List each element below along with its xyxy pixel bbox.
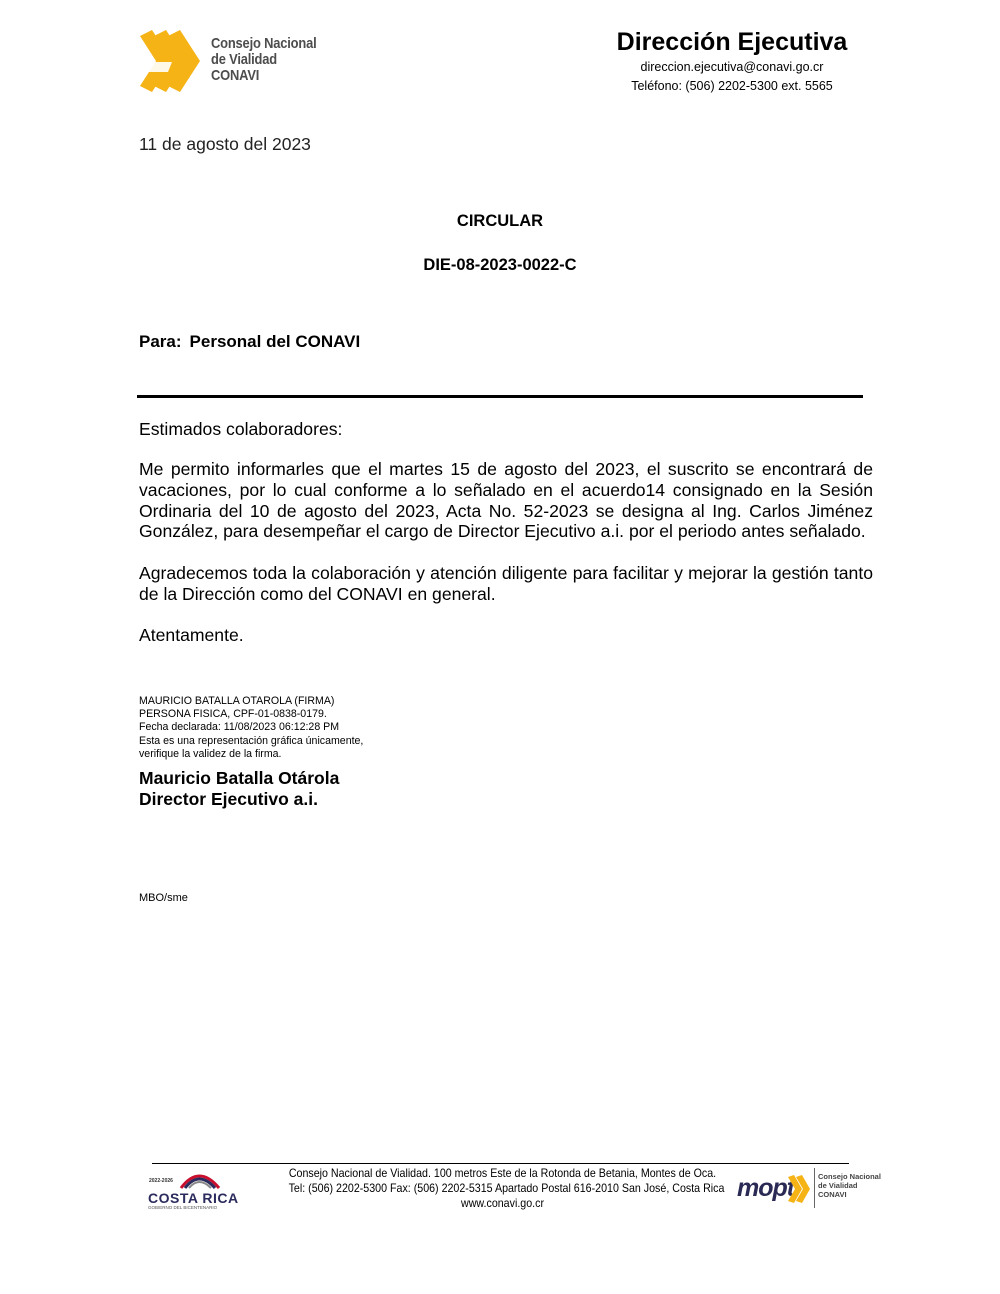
- closing: Atentamente.: [139, 625, 244, 645]
- logo-line-1: Consejo Nacional: [211, 35, 317, 52]
- signature-meta-line: MAURICIO BATALLA OTAROLA (FIRMA): [139, 695, 335, 707]
- department-title: Dirección Ejecutiva: [616, 28, 848, 56]
- footer-website[interactable]: www.conavi.go.cr: [460, 1197, 545, 1210]
- conavi-chevron-icon: [138, 28, 208, 94]
- recipient-value: Personal del CONAVI: [189, 332, 361, 351]
- document-type: CIRCULAR: [456, 212, 544, 230]
- signatory-name: Mauricio Batalla Otárola: [139, 768, 340, 788]
- costa-rica-logo: [147, 1166, 237, 1212]
- mopt-chevron-icon: [788, 1175, 812, 1203]
- mopt-text-3: CONAVI: [818, 1190, 847, 1199]
- signatory: [139, 768, 339, 810]
- mopt-separator: [814, 1168, 815, 1208]
- mopt-text-1: Consejo Nacional: [818, 1172, 881, 1181]
- signature-meta-line: Fecha declarada: 11/08/2023 06:12:28 PM: [139, 721, 340, 734]
- body-paragraph-2: Agradecemos toda la colaboración y atención diligente para facilitar y mejorar la gestión tanto de la Dirección como del CONAVI en general.: [139, 563, 873, 604]
- signature-meta-line: verifique la validez de la firma.: [139, 747, 282, 760]
- cr-years: 2022-2026: [149, 1178, 173, 1184]
- body-paragraph-1: Me permito informarles que el martes 15 de agosto del 2023, el suscrito se encontrará de vacaciones, por lo cual conforme a lo señalado en el acuerdo14 consignado en la Sesión Ordinaria del 10 de agosto del 2023, Acta No. 52-2023 se designa al Ing. Carlos Jiménez González, para desempeñar el cargo de Director Ejecutivo a.i. por el periodo antes señalado.: [139, 459, 873, 542]
- footer-line-2: Tel: (506) 2202-5300 Fax: (506) 2202-5315 Apartado Postal 616-2010 San José, Costa Rica: [288, 1182, 725, 1195]
- signatory-title: Director Ejecutivo a.i.: [139, 789, 318, 809]
- document-date: 11 de agosto del 2023: [139, 134, 311, 154]
- header-phone: Teléfono: (506) 2202-5300 ext. 5565: [631, 79, 833, 93]
- digital-signature-stamp: [139, 695, 363, 761]
- conavi-logo: [138, 28, 338, 98]
- signature-meta-line: Esta es una representación gráfica únicamente,: [139, 734, 364, 747]
- mopt-text-2: de Vialidad: [818, 1181, 858, 1190]
- logo-line-3: CONAVI: [211, 67, 260, 84]
- cr-tagline: GOBIERNO DEL BICENTENARIO: [148, 1205, 218, 1210]
- footer-line-1: Consejo Nacional de Vialidad. 100 metros Este de la Rotonda de Betania, Montes de Oca.: [288, 1167, 717, 1180]
- recipient-label: Para:: [139, 332, 182, 351]
- mopt-wordmark: mopt: [737, 1174, 795, 1202]
- header-contact: [602, 26, 862, 96]
- cr-name: COSTA RICA: [148, 1190, 239, 1206]
- footer-rule: [152, 1163, 849, 1164]
- logo-line-2: de Vialidad: [211, 51, 277, 68]
- divider-rule: [137, 395, 863, 398]
- document-number: DIE-08-2023-0022-C: [423, 256, 577, 274]
- greeting: Estimados colaboradores:: [139, 419, 343, 439]
- recipient-line: [139, 332, 368, 352]
- header-email[interactable]: direccion.ejecutiva@conavi.go.cr: [640, 60, 824, 74]
- footer-address: [270, 1166, 735, 1211]
- initials: MBO/sme: [139, 892, 188, 904]
- mopt-logo: [737, 1168, 881, 1210]
- signature-meta-line: PERSONA FISICA, CPF-01-0838-0179.: [139, 708, 327, 721]
